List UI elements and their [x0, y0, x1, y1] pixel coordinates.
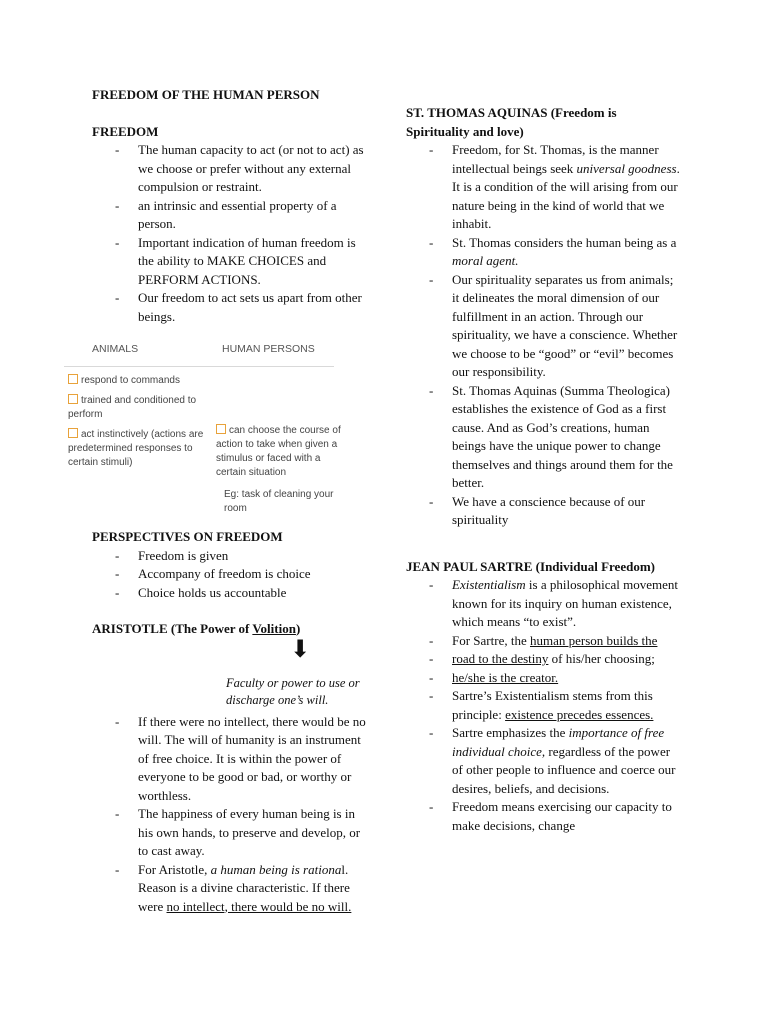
document-title: FREEDOM OF THE HUMAN PERSON: [92, 87, 320, 102]
thomas-heading: ST. THOMAS AQUINAS (Freedom is Spirituality and love): [406, 105, 617, 139]
figure-header-animals: ANIMALS: [92, 343, 139, 355]
list-item: - road to the destiny of his/her choosing;: [429, 651, 655, 666]
left-column: [68, 86, 367, 916]
list-item: - Accompany of freedom is choice: [115, 566, 311, 581]
aristotle-list: [92, 713, 367, 917]
checkbox-icon: [68, 374, 78, 384]
list-item: - St. Thomas considers the human being as a moral agent.: [429, 234, 677, 268]
list-item: - The happiness of every human being is in his own hands, to preserve and develop, or to cast away.: [115, 806, 361, 858]
list-item: - St. Thomas Aquinas (Summa Theologica) establishes the existence of God as a first cause. And as God’s creations, human beings have the unique power to change themselves and things around them for the better.: [429, 382, 673, 490]
list-item: - Existentialism is a philosophical movement known for its inquiry on human existence, which means “to exist”.: [429, 577, 679, 629]
sartre-list: [406, 576, 681, 835]
animals-vs-humans-figure: [64, 338, 339, 518]
list-item: - Choice holds us accountable: [115, 584, 287, 600]
list-item: - Our freedom to act sets us apart from other beings.: [115, 290, 362, 324]
list-item: - an intrinsic and essential property of a person.: [115, 197, 337, 231]
figure-human-item: can choose the course of action to take when given a stimulus or faced with a certain situation: [216, 425, 341, 478]
aristotle-heading: ARISTOTLE (The Power of Volition): [92, 621, 301, 636]
perspectives-list: [92, 547, 367, 603]
freedom-list: [92, 141, 367, 326]
sartre-heading: JEAN PAUL SARTRE (Individual Freedom): [406, 558, 655, 574]
thomas-list: [406, 141, 681, 530]
list-item: - Sartre’s Existentialism stems from this principle: existence precedes essences.: [429, 688, 654, 722]
checkbox-icon: [68, 394, 78, 404]
figure-animal-item: trained and conditioned to perform: [68, 395, 197, 420]
list-item: - For Sartre, the human person builds the: [429, 632, 658, 648]
figure-animal-item: act instinctively (actions are predetermined responses to certain stimuli): [68, 429, 204, 468]
freedom-heading: FREEDOM: [92, 123, 159, 139]
list-item: - Important indication of human freedom is the ability to MAKE CHOICES and PERFORM ACTIONS.: [115, 234, 356, 287]
figure-example: Eg: task of cleaning your room: [224, 489, 334, 514]
checkbox-icon: [68, 428, 78, 438]
list-item: - he/she is the creator.: [429, 669, 559, 685]
list-item: - Freedom means exercising our capacity to make decisions, change: [429, 799, 672, 833]
arrow-down-icon: ⬇: [290, 634, 311, 663]
list-item: - Our spirituality separates us from animals; it delineates the moral dimension of our fulfillment in an action. Through our spirituality, we have a conscience. Whether we choose to be “good” or “evil” becomes our responsibility.: [429, 271, 678, 379]
list-item: - If there were no intellect, there would be no will. The will of humanity is an instrument of free choice. It is within the power of everyone to be good or bad, or worthy or worthless.: [115, 713, 366, 803]
right-column: [406, 104, 681, 835]
list-item: - Freedom, for St. Thomas, is the manner intellectual beings seek universal goodness. It is a condition of the will arising from our nature being in the kind of world that we inhabit.: [429, 142, 680, 231]
list-item: - Freedom is given: [115, 547, 229, 563]
volition-annotation: [92, 634, 367, 713]
list-item: - Sartre emphasizes the importance of free individual choice, regardless of the power of other people to influence and coerce our desires, beliefs, and decisions.: [429, 725, 676, 796]
volition-note: Faculty or power to use or discharge one’s will.: [226, 675, 360, 707]
list-item: - For Aristotle, a human being is rational. Reason is a divine characteristic. If there were no intellect, there would be no will.: [115, 861, 352, 914]
figure-animal-item: respond to commands: [68, 374, 208, 388]
figure-header-humans: HUMAN PERSONS: [222, 343, 315, 355]
perspectives-heading: PERSPECTIVES ON FREEDOM: [92, 529, 283, 544]
list-item: - The human capacity to act (or not to act) as we choose or prefer without any external compulsion or restraint.: [115, 142, 364, 194]
figure-divider: [64, 366, 334, 367]
list-item: - We have a conscience because of our spirituality: [429, 493, 646, 527]
checkbox-icon: [216, 424, 226, 434]
